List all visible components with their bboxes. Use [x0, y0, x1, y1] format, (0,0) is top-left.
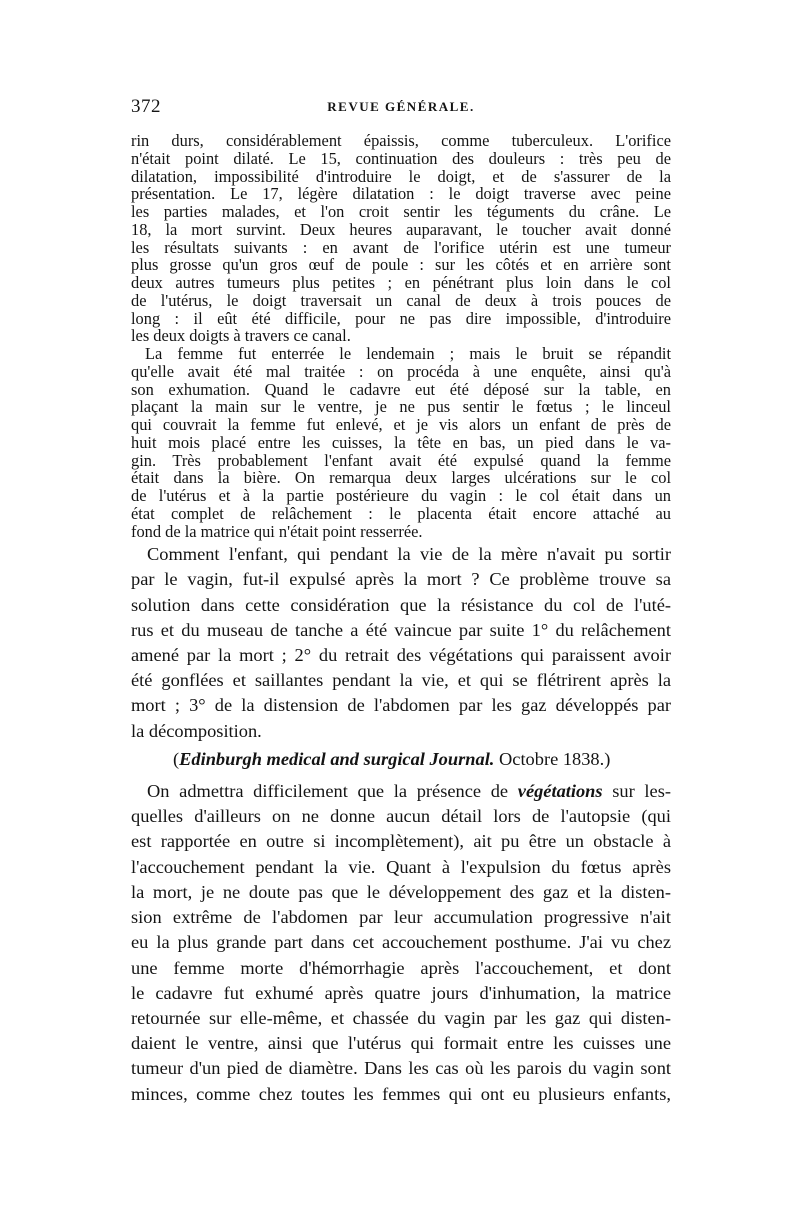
text-line: 18, la mort survint. Deux heures auparavant, le toucher avait donné: [131, 219, 671, 239]
text-segment: sur les-: [602, 781, 671, 802]
text-line: rin durs, considérablement épaissis, comme tuberculeux. L'orifice: [131, 131, 671, 150]
text-line: les parties malades, et l'on croit sentir les téguments du crâne. Le: [131, 202, 671, 221]
text-line: huit mois placé entre les cuisses, la tête en bas, un pied dans le va-: [131, 432, 671, 452]
paragraph-case-continuation: [131, 132, 671, 345]
text-line: rus et du museau de tanche a été vaincue par suite 1° du relâchement: [131, 619, 671, 640]
text-line: quelles d'ailleurs on ne donne aucun détail lors de l'autopsie (qui: [131, 806, 671, 827]
text-segment: On admettra difficilement que la présence de: [147, 781, 518, 802]
journal-citation: [131, 747, 671, 772]
text-line: dilatation, impossibilité d'introduire le doigt, et de s'assurer de la: [131, 166, 671, 186]
text-line: la mort, je ne doute pas que le développement des gaz et la disten-: [131, 881, 671, 902]
text-line: fond de la matrice qui n'était point resserrée.: [131, 521, 423, 541]
text-line: par le vagin, fut-il expulsé après la mort ? Ce problème trouve sa: [131, 569, 671, 590]
text-line: état complet de relâchement : le placenta était encore attaché au: [131, 503, 671, 523]
text-line: qu'elle avait été mal traitée : on procéda à une enquête, ainsi qu'à: [131, 361, 671, 381]
text-line: les deux doigts à travers ce canal.: [131, 326, 351, 346]
text-line: le cadavre fut exhumé après quatre jours d'inhumation, la matrice: [131, 982, 671, 1003]
text-line: de l'utérus et à la partie postérieure du vagin : le col était dans un: [131, 486, 671, 505]
running-title: REVUE GÉNÉRALE.: [327, 99, 475, 114]
text-line: est rapportée en outre si incomplètement), ait pu être un obstacle à: [131, 831, 671, 852]
page-number: 372: [131, 96, 161, 117]
book-page: [131, 96, 671, 1107]
paragraph-exhumation: [131, 345, 671, 540]
citation-open: (: [173, 748, 180, 769]
citation-date: Octobre 1838.): [494, 748, 611, 769]
text-line: amené par la mort ; 2° du retrait des végétations qui paraissent avoir: [131, 645, 671, 666]
text-line: les résultats suivants : en avant de l'orifice utérin est une tumeur: [131, 237, 671, 257]
text-line: retournée sur elle-même, et chassée du vagin par les gaz qui disten-: [131, 1007, 671, 1028]
text-line: l'accouchement pendant la vie. Quant à l'expulsion du fœtus après: [131, 856, 671, 877]
text-line: Comment l'enfant, qui pendant la vie de la mère n'avait pu sortir: [147, 544, 671, 565]
text-line: long : il eût été difficile, pour ne pas dire impossible, d'introduire: [131, 308, 671, 328]
text-line: minces, comme chez toutes les femmes qui ont eu plusieurs enfants,: [131, 1083, 671, 1104]
text-line: son exhumation. Quand le cadavre eut été déposé sur la table, en: [131, 379, 671, 399]
text-line: de l'utérus, le doigt traversait un canal de deux à trois pouces de: [131, 290, 671, 310]
text-line: était dans la bière. On remarqua deux larges ulcérations sur le col: [131, 468, 671, 488]
text-line: plus grosse qu'un gros œuf de poule : sur les côtés et en arrière sont: [131, 255, 671, 275]
text-line: tumeur d'un pied de diamètre. Dans les cas où les parois du vagin sont: [131, 1058, 671, 1079]
text-line: sion extrême de l'abdomen par leur accumulation progressive n'ait: [131, 907, 671, 928]
text-line: plaçant la main sur le ventre, je ne pus sentir le fœtus ; le linceul: [131, 397, 671, 417]
text-line: une femme morte d'hémorrhagie après l'accouchement, et dont: [131, 957, 671, 978]
text-line: solution dans cette considération que la résistance du col de l'uté-: [131, 594, 671, 615]
emphasized-word: végétations: [517, 781, 603, 802]
text-line: mort ; 3° de la distension de l'abdomen par les gaz développés par: [131, 695, 671, 716]
text-line: daient le ventre, ainsi que l'utérus qui formait entre les cuisses une: [131, 1033, 671, 1054]
paragraph-commentary: [131, 779, 671, 1107]
citation-journal: Edinburgh medical and surgical Journal.: [179, 748, 495, 769]
text-line: eu la plus grande part dans cet accouchement posthume. J'ai vu chez: [131, 932, 671, 953]
text-line: [131, 779, 671, 804]
text-line: présentation. Le 17, légère dilatation : le doigt traverse avec peine: [131, 184, 671, 204]
text-line: qui couvrait la femme fut enlevé, et je vis alors un enfant de près de: [131, 415, 671, 434]
text-line: gin. Très probablement l'enfant avait été expulsé quand la femme: [131, 450, 671, 470]
text-line: n'était point dilaté. Le 15, continuation des douleurs : très peu de: [131, 148, 671, 168]
text-line: été gonflées et saillantes pendant la vie, et qui se flétrirent après la: [131, 670, 671, 691]
text-line: la décomposition.: [131, 720, 262, 741]
text-line: La femme fut enterrée le lendemain ; mais le bruit se répandit: [145, 344, 671, 363]
paragraph-explanation: [131, 542, 671, 744]
text-line: deux autres tumeurs plus petites ; en pénétrant plus loin dans le col: [131, 273, 671, 292]
page-header: [131, 96, 671, 120]
